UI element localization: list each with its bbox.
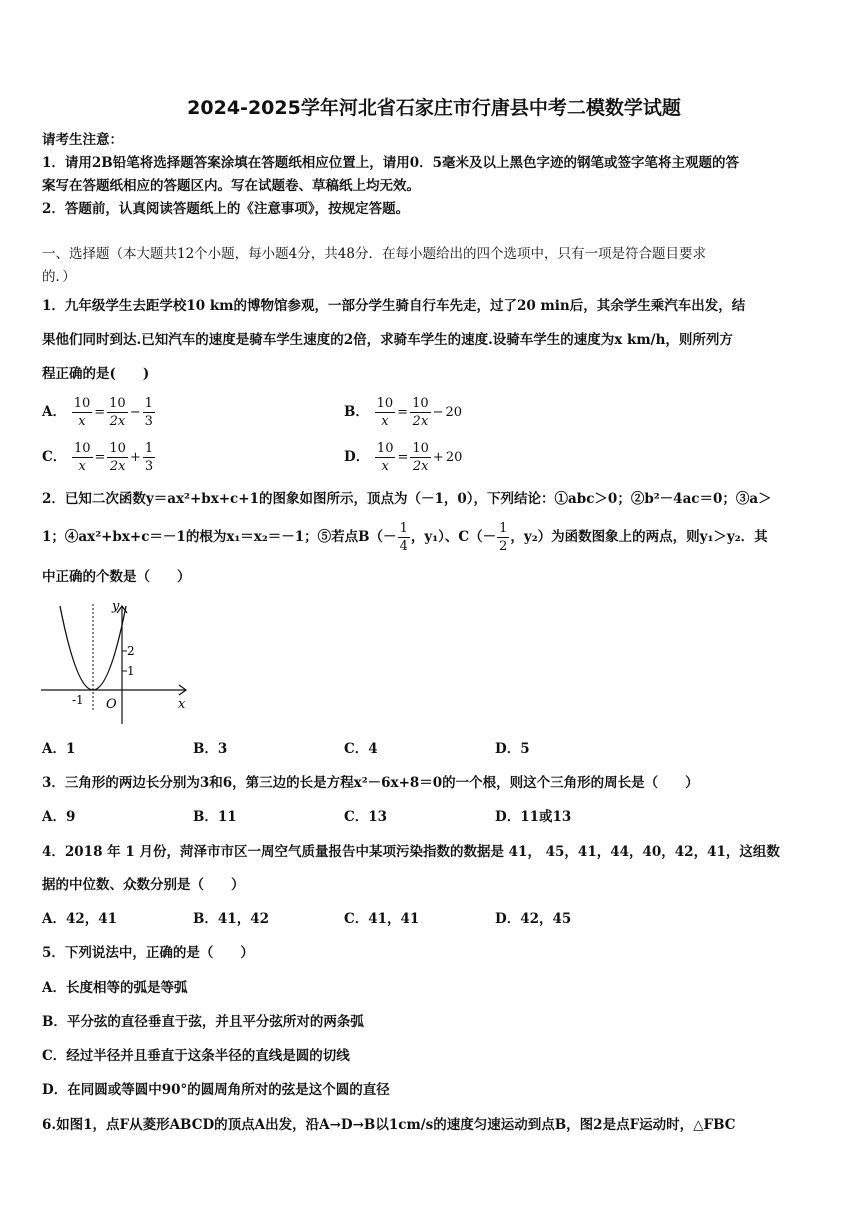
fraction-one-half: $\frac{1}{2}$ bbox=[499, 521, 508, 554]
origin-label: O bbox=[106, 697, 117, 712]
q2-option-c: C．4 bbox=[344, 741, 378, 757]
q2-option-d: D．5 bbox=[495, 741, 530, 757]
q1-line2: 果他们同时到达.已知汽车的速度是骑车学生速度的2倍，求骑车学生的速度.设骑车学生的速度为x km/h，则所列方 bbox=[42, 332, 733, 348]
q3-option-a: A．9 bbox=[42, 809, 76, 825]
q2-line2-part-b: ，y₁）、C（－ bbox=[410, 529, 497, 545]
q4-line1: 4．2018 年 1 月份，菏泽市市区一周空气质量报告中某项污染指数的数据是 41， 45，41，44，40，42，41，这组数 bbox=[42, 844, 780, 860]
fraction: $\frac{10}{x}$ bbox=[73, 441, 91, 474]
q3-option-d: D．11或13 bbox=[495, 809, 572, 825]
q3-line1: 3．三角形的两边长分别为3和6，第三边的长是方程x²－6x+8＝0的一个根，则这个三角形的周长是（ ） bbox=[42, 775, 699, 791]
q4-option-c: C．41，41 bbox=[344, 911, 420, 927]
parabola-graph bbox=[38, 598, 193, 726]
q1-option-c: C． $\frac{10}{x}$ = $\frac{10}{2x}$ + $\frac{1}{3}$ bbox=[42, 441, 154, 474]
q4-option-a: A．42，41 bbox=[42, 911, 118, 927]
fraction: $\frac{10}{x}$ bbox=[73, 396, 91, 429]
y-tick-label-1: 1 bbox=[127, 664, 135, 678]
q5-option-d: D．在同圆或等圆中90°的圆周角所对的弦是这个圆的直径 bbox=[42, 1082, 390, 1098]
q3-option-c: C．13 bbox=[344, 809, 388, 825]
fraction: $\frac{1}{3}$ bbox=[144, 441, 154, 474]
notice-item-1b: 案写在答题纸相应的答题区内。写在试题卷、草稿纸上均无效。 bbox=[42, 178, 420, 194]
q1-option-a-label: A． bbox=[42, 404, 66, 420]
x-axis-label: x bbox=[178, 697, 186, 712]
q2-line1: 2．已知二次函数y＝ax²+bx+c+1的图象如图所示，顶点为（－1，0），下列结论：①abc＞0；②b²－4ac＝0；③a＞ bbox=[42, 491, 772, 507]
q3-option-b: B．11 bbox=[193, 809, 237, 825]
q2-line2-part-a: 1；④ax²+bx+c＝－1的根为x₁＝x₂＝－1；⑤若点B（－ bbox=[42, 529, 397, 545]
fraction: $\frac{10}{2x}$ bbox=[109, 441, 126, 474]
q1-option-d-label: D． bbox=[344, 449, 370, 465]
notice-item-2: 2．答题前，认真阅读答题纸上的《注意事项》，按规定答题。 bbox=[42, 201, 410, 217]
q2-line3: 中正确的个数是（ ） bbox=[42, 569, 191, 585]
q1-line3: 程正确的是( ) bbox=[42, 366, 150, 382]
fraction: $\frac{10}{2x}$ bbox=[412, 441, 429, 474]
q1-option-c-label: C． bbox=[42, 449, 67, 465]
q4-option-b: B．41，42 bbox=[193, 911, 269, 927]
q1-line1: 1．九年级学生去距学校10 km的博物馆参观，一部分学生骑自行车先走，过了20 min后，其余学生乘汽车出发，结 bbox=[42, 298, 746, 314]
q2-option-a: A．1 bbox=[42, 741, 76, 757]
page-title: 2024-2025学年河北省石家庄市行唐县中考二模数学试题 bbox=[187, 97, 681, 119]
q6-line1: 6.如图1，点F从菱形ABCD的顶点A出发，沿A→D→B以1cm/s的速度匀速运动到点B，图2是点F运动时，△FBC bbox=[42, 1117, 736, 1133]
x-tick-label-neg1: -1 bbox=[72, 693, 84, 707]
section-heading-line2: 的．） bbox=[42, 269, 76, 285]
y-axis-label: y bbox=[112, 599, 120, 614]
q1-option-b: B． $\frac{10}{x}$ = $\frac{10}{2x}$ − 20 bbox=[344, 396, 463, 429]
fraction-one-quarter: $\frac{1}{4}$ bbox=[399, 521, 408, 554]
q1-option-a: A． $\frac{10}{x}$ = $\frac{10}{2x}$ − $\frac{1}{3}$ bbox=[42, 396, 153, 429]
notice-item-1a: 1．请用2B铅笔将选择题答案涂填在答题纸相应位置上，请用0．5毫米及以上黑色字迹的钢笔或签字笔将主观题的答 bbox=[42, 155, 739, 171]
fraction: $\frac{10}{x}$ bbox=[376, 396, 394, 429]
q2-line2 bbox=[42, 520, 768, 555]
q2-option-b: B．3 bbox=[193, 741, 228, 757]
q5-line1: 5．下列说法中，正确的是（ ） bbox=[42, 945, 254, 961]
q1-option-b-label: B． bbox=[344, 404, 369, 420]
fraction: $\frac{10}{x}$ bbox=[376, 441, 394, 474]
y-tick-label-2: 2 bbox=[127, 644, 135, 658]
q5-option-b: B．平分弦的直径垂直于弦，并且平分弦所对的两条弧 bbox=[42, 1014, 364, 1030]
q5-option-c: C．经过半径并且垂直于这条半径的直线是圆的切线 bbox=[42, 1048, 350, 1064]
section-heading-line1: 一、选择题（本大题共12个小题，每小题4分，共48分．在每小题给出的四个选项中，只有一项是符合题目要求 bbox=[42, 246, 706, 262]
fraction: $\frac{1}{3}$ bbox=[144, 396, 153, 429]
q1-option-d: D． $\frac{10}{x}$ = $\frac{10}{2x}$ + 20 bbox=[344, 441, 463, 474]
fraction: $\frac{10}{2x}$ bbox=[412, 396, 429, 429]
q2-line2-part-c: ，y₂）为函数图象上的两点，则y₁＞y₂．其 bbox=[510, 529, 768, 545]
q4-option-d: D．42，45 bbox=[495, 911, 572, 927]
q4-line2: 据的中位数、众数分别是（ ） bbox=[42, 877, 245, 893]
q5-option-a: A．长度相等的弧是等弧 bbox=[42, 980, 188, 996]
notice-heading: 请考生注意： bbox=[42, 132, 123, 148]
fraction: $\frac{10}{2x}$ bbox=[109, 396, 126, 429]
